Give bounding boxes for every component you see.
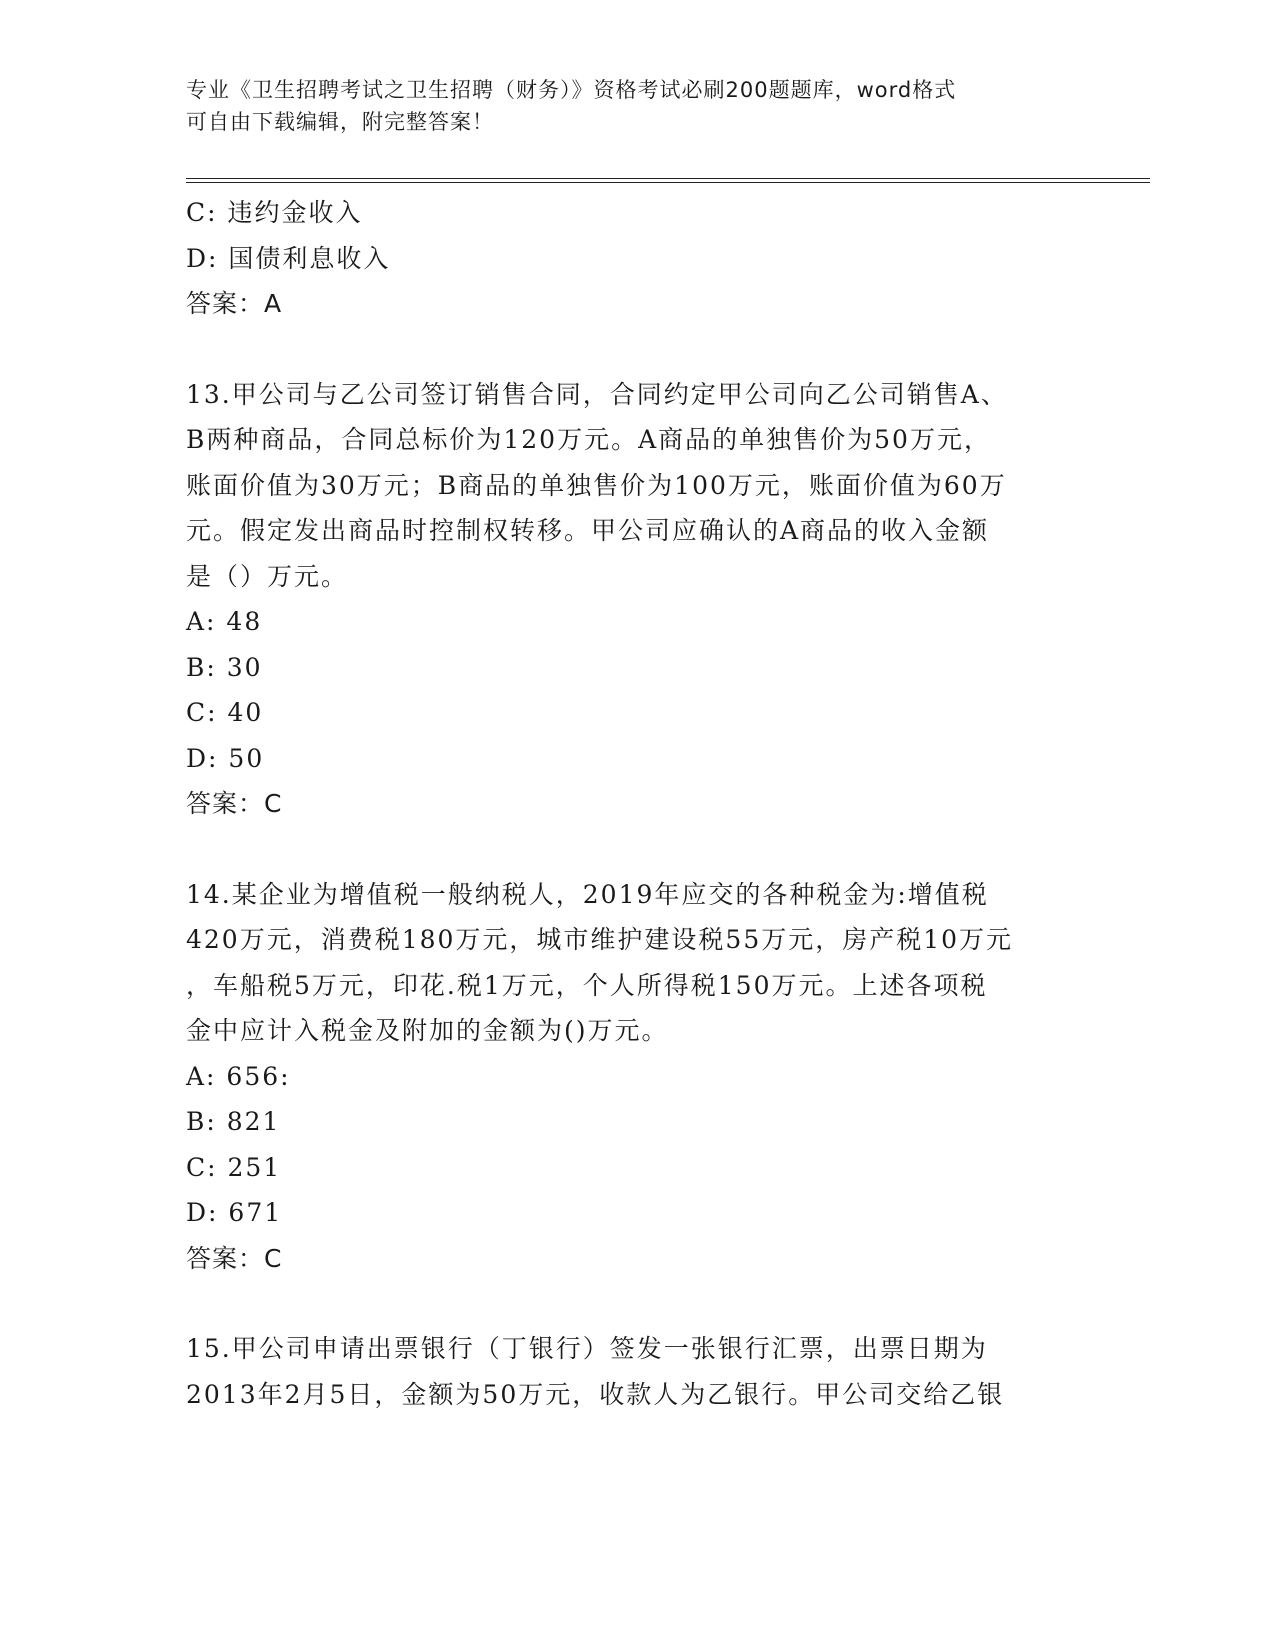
question-text-line: 是（）万元。 [186,561,349,591]
header-divider-top [186,178,1150,179]
header-line-2: 可自由下载编辑，附完整答案！ [186,110,494,134]
answer-label: 答案：A [186,289,283,318]
question-text-line: 账面价值为30万元；B商品的单独售价为100万元，账面价值为60万 [186,470,1007,500]
document-header [186,74,1086,138]
option-c: C: 40 [186,698,264,727]
option-a: A: 656: [186,1061,291,1091]
question-text-line: 2013年2月5日，金额为50万元，收款人为乙银行。甲公司交给乙银 [186,1379,1005,1409]
option-b: B: 821 [186,1107,281,1136]
question-14 [186,872,1086,1282]
question-text-line: 14.某企业为增值税一般纳税人，2019年应交的各种税金为:增值税 [186,879,989,909]
option-d: D: 50 [186,743,265,773]
header-line-1: 专业《卫生招聘考试之卫生招聘（财务）》资格考试必刷200题题库，word格式 [186,78,957,102]
question-13 [186,372,1086,827]
question-text-line: B两种商品，合同总标价为120万元。A商品的单独售价为50万元， [186,425,991,454]
header-divider-bottom [186,182,1150,183]
question-text-line: 元。假定发出商品时控制权转移。甲公司应确认的A商品的收入金额 [186,516,990,545]
question-text-line: 13.甲公司与乙公司签订销售合同，合同约定甲公司向乙公司销售A、 [186,379,1008,409]
option-d: D: 671 [186,1198,283,1227]
document-body [186,190,1086,1417]
question-text-line: 金中应计入税金及附加的金额为()万元。 [186,1016,669,1045]
question-15 [186,1326,1086,1417]
question-text-line: ，车船税5万元，印花.税1万元，个人所得税150万元。上述各项税 [186,970,988,1000]
option-b: B: 30 [186,652,263,682]
answer-label: 答案：C [186,1243,283,1273]
option-c: C: 违约金收入 [186,198,363,227]
question-12-tail [186,190,1086,327]
option-a: A: 48 [186,607,263,636]
question-text-line: 420万元，消费税180万元，城市维护建设税55万元，房产税10万元 [186,925,1014,954]
option-c: C: 251 [186,1152,282,1182]
option-d: D: 国债利息收入 [186,243,391,273]
answer-label: 答案：C [186,789,283,818]
question-text-line: 15.甲公司申请出票银行（丁银行）签发一张银行汇票，出票日期为 [186,1334,988,1363]
